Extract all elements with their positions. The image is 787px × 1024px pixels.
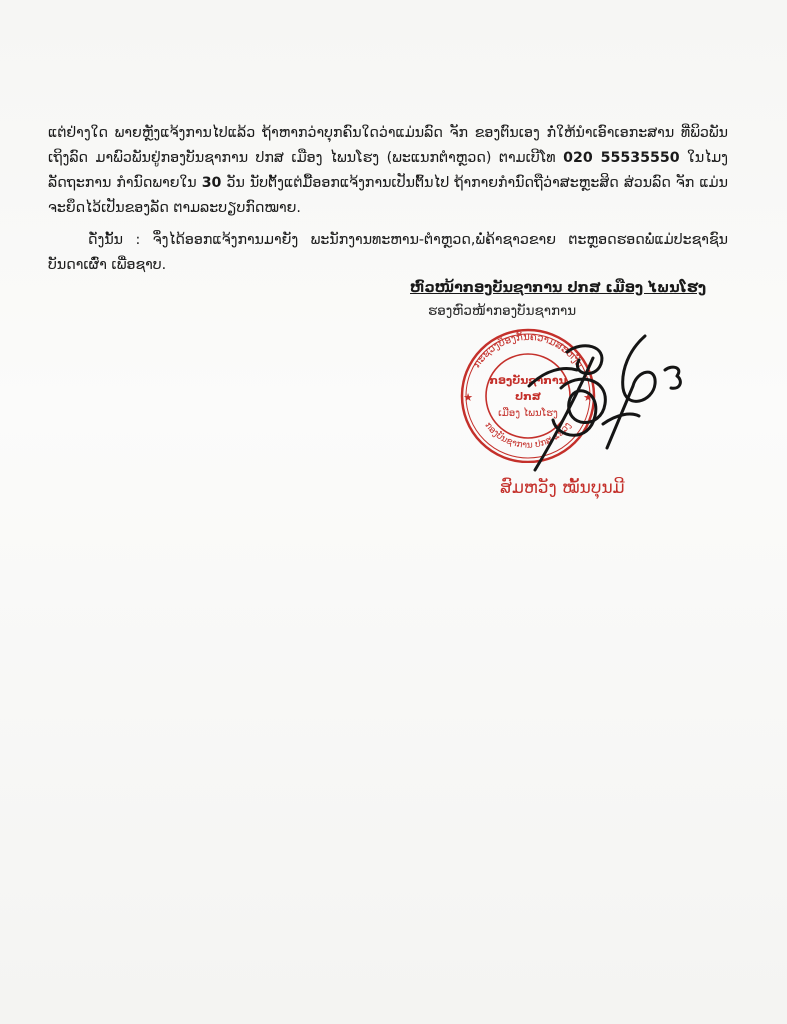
handwritten-signature [505, 330, 695, 480]
seal-center-line-1: ກອງບັນຊາການ [489, 374, 567, 387]
seal-center-line-3: ເມືອງ ໄພນໂຮງ [498, 408, 558, 419]
seal-outer-text: ກະຊວງປ້ອງກັນຄວາມສະຫງົບ [471, 331, 585, 371]
signature-title: ຫົວໜ້າກອງບັນຊາການ ປກສ ເມືອງ ໄພນໂຮງ [410, 280, 707, 296]
paragraph-1-mid: ໃນໄມງລັດຖະການ ກຳນົດພາຍໃນ [48, 150, 729, 191]
notice-paragraph-1 [48, 121, 728, 221]
notice-paragraph-2 [48, 228, 728, 278]
paragraph-1-text: ແຕ່ຢ່າງໃດ ພາຍຫຼັງແຈ້ງການໄປແລ້ວ ຖ້າຫາກວ່າບຸກຄົນໃດວ່າແມ່ນລົດ ຈັກ ຂອງຕົນເອງ ກໍ່ໃຫ້ນຳເອົາເອກະສານ ທີ່ພິວພັນເຖິງລົດ ມາພົວພັນຢູ່ກອງບັນຊາການ ປກສ ເມືອງ ໄພນໂຮງ (ພະແນກຕຳຫຼວດ) ຕາມເບີໂທ [48, 125, 728, 166]
seal-bottom-text: ກອງບັນຊາການ ປກສ ແຂວງ [482, 420, 574, 451]
paragraph-2-text: ດັ່ງນັ້ນ : ຈຶ່ງໄດ້ອອກແຈ້ງການມາຍັງ ພະນັກງານທະຫານ-ຕຳຫຼວດ,ພໍ່ຄ້າຊາວຂາຍ ຕະຫຼອດຮອດພໍ່ແມ່ປະຊາຊົນບັນດາເຜົ່າ ເພື່ອຊາບ. [48, 232, 728, 273]
signer-name: ສົມຫວັງ ໝັ້ນບຸນມີ [500, 478, 625, 498]
seal-star-right-icon: ★ [583, 391, 593, 404]
paragraph-1-end: ວັນ ນັບຕັ້ງແຕ່ມື້ອອກແຈ້ງການເປັນຕົ້ນໄປ ຖ້າກາຍກຳນົດຖືວ່າສະຫຼະສິດ ສ່ວນລົດ ຈັກ ແມ່ນຈະຍຶດໄວ້ເປັນຂອງລັດ ຕາມລະບຽບກົດໝາຍ. [48, 175, 728, 216]
phone-number: 020 55535550 [563, 150, 680, 166]
signature-subtitle: ຮອງຫົວໜ້າກອງບັນຊາການ [428, 303, 577, 319]
seal-star-left-icon: ★ [463, 391, 473, 404]
seal-center-line-2: ປກສ [515, 390, 541, 403]
days-count: 30 [201, 175, 222, 191]
